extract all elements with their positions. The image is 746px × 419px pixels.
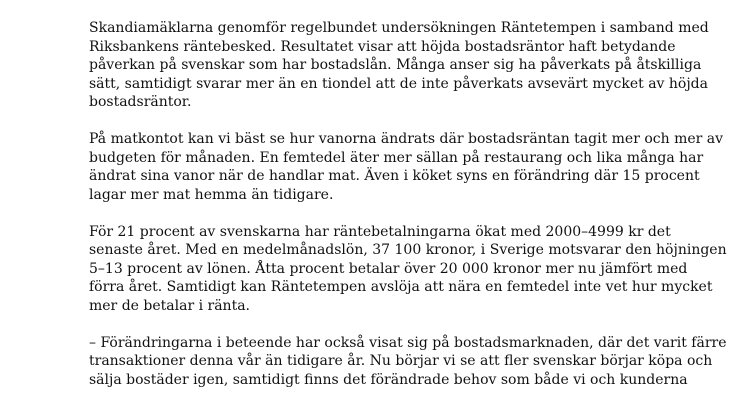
paragraph-4 — [89, 334, 727, 390]
text-line: förra året. Samtidigt kan Räntetempen avslöja att nära en femtedel inte vet hur mycket — [89, 279, 713, 295]
text-line: – Förändringarna i beteende har också visat sig på bostadsmarknaden, där det varit färre — [89, 334, 727, 351]
text-line: transaktioner denna vår än tidigare år. Nu börjar vi se att fler svenskar börjar köpa och — [89, 353, 713, 369]
paragraph-3 — [89, 223, 727, 316]
text-line: senaste året. Med en medelmånadslön, 37 100 kronor, i Sverige motsvarar den höjningen — [89, 242, 727, 258]
text-line: För 21 procent av svenskarna har räntebetalningarna ökat med 2000–4999 kr det — [89, 223, 671, 240]
text-line: Skandiamäklarna genomför regelbundet undersökningen Räntetempen i samband med — [89, 20, 709, 36]
text-line: 5–13 procent av lönen. Åtta procent betalar över 20 000 kronor mer nu jämfört med — [89, 260, 688, 277]
text-line: På matkontot kan vi bäst se hur vanorna ändrats där bostadsräntan tagit mer och mer av — [89, 131, 724, 147]
text-line: mer de betalar i ränta. — [89, 297, 250, 314]
article-body — [89, 19, 727, 408]
text-line: ändrat sina vanor när de handlar mat. Även i köket syns en förändring där 15 procent — [89, 168, 700, 184]
paragraph-1 — [89, 19, 709, 112]
text-line: påverkan på svenskar som har bostadslån. Många anser sig ha påverkats på åtskilliga — [89, 57, 702, 73]
paragraph-2 — [89, 130, 724, 204]
text-line: budgeten för månaden. En femtedel äter mer sällan på restaurang och lika många har — [89, 149, 704, 166]
text-line: lagar mer mat hemma än tidigare. — [89, 186, 334, 203]
text-line: sätt, samtidigt svarar mer än en tiondel att de inte påverkats avsevärt mycket av höjda — [89, 75, 708, 92]
text-line: sälja bostäder igen, samtidigt finns det förändrade behov som både vi och kunderna — [89, 371, 688, 388]
text-line: Riksbankens räntebesked. Resultatet visar att höjda bostadsräntor haft betydande — [89, 38, 676, 55]
text-line: bostadsräntor. — [89, 94, 192, 110]
